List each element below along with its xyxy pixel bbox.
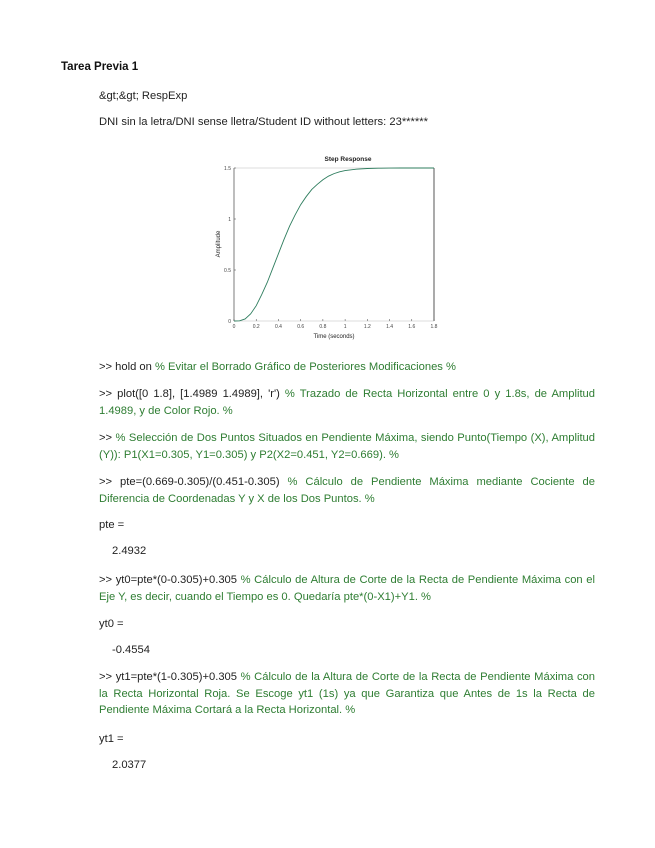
x-tick-label: 1.2 xyxy=(363,324,371,330)
chart-title: Step Response xyxy=(324,156,372,163)
yt1-label: yt1 = xyxy=(99,733,124,745)
comment: % Evitar el Borrado Gráfico de Posteriores Modificaciones % xyxy=(155,361,456,373)
step-response-chart xyxy=(212,152,444,342)
comment: % Trazado de Recta Horizontal entre 0 y 1.8s, de Amplitud 1.4989, y de Color Rojo. % xyxy=(99,388,595,417)
code: >> yt0=pte*(0-0.305)+0.305 xyxy=(99,574,241,586)
yt0-label: yt0 = xyxy=(99,618,124,630)
x-axis-label: Time (seconds) xyxy=(313,334,355,340)
x-tick-label: 0.8 xyxy=(319,324,327,330)
command-respexp: &gt;&gt; RespExp xyxy=(99,90,188,102)
comment: % Cálculo de Altura de Corte de la Recta de Pendiente Máxima con el Eje Y, es decir, cuando el Tiempo es 0. Quedaría pte*(0-X1)+Y1. % xyxy=(99,574,595,603)
comment: % Selección de Dos Puntos Situados en Pendiente Máxima, siendo Punto(Tiempo (X), Amplitud (Y)): P1(X1=0.305, Y1=0.305) y P2(X2=0.451, Y2=0.669). % xyxy=(99,432,595,461)
comment: % Cálculo de la Altura de Corte de la Recta de Pendiente Máxima con la Recta Horizontal Roja. Se Escoge yt1 (1s) ya que Garantiza que Antes de 1s la Recta de Pendiente Máxima Cortará a la Recta Horizontal. % xyxy=(99,671,595,716)
command-hold xyxy=(99,359,595,376)
response-curve xyxy=(234,168,434,321)
code: >> hold on xyxy=(99,361,155,373)
command-pte xyxy=(99,474,595,507)
x-tick-label: 0 xyxy=(232,324,236,330)
plot-frame xyxy=(234,168,434,321)
pte-label: pte = xyxy=(99,519,125,531)
x-tick-label: 0.6 xyxy=(297,324,305,330)
code: >> pte=(0.669-0.305)/(0.451-0.305) xyxy=(99,476,288,488)
command-point-selection xyxy=(99,430,595,463)
x-tick-label: 1.4 xyxy=(386,324,394,330)
section-heading: Tarea Previa 1 xyxy=(61,61,139,73)
pte-value: 2.4932 xyxy=(112,545,147,557)
command-plot xyxy=(99,386,595,419)
code: >> yt1=pte*(1-0.305)+0.305 xyxy=(99,671,241,683)
command-yt0 xyxy=(99,572,595,605)
x-tick-label: 1.6 xyxy=(408,324,416,330)
x-tick-label: 1.8 xyxy=(430,324,438,330)
code: >> plot([0 1.8], [1.4989 1.4989], 'r') xyxy=(99,388,285,400)
command-yt1 xyxy=(99,669,595,719)
comment: % Cálculo de Pendiente Máxima mediante Cociente de Diferencia de Coordenadas Y y X de los Dos Puntos. % xyxy=(99,476,595,505)
x-tick-label: 0.2 xyxy=(252,324,260,330)
yt0-value: -0.4554 xyxy=(112,644,150,656)
step-response-figure xyxy=(212,152,444,342)
code: >> xyxy=(99,432,116,444)
x-tick-label: 0.4 xyxy=(274,324,282,330)
y-tick-label: 0.5 xyxy=(224,267,231,274)
y-tick-label: 1 xyxy=(228,216,231,223)
y-tick-label: 0 xyxy=(228,318,231,325)
y-tick-label: 1.5 xyxy=(224,165,231,172)
student-id-line: DNI sin la letra/DNI sense lletra/Student ID without letters: 23****** xyxy=(99,116,428,128)
yt1-value: 2.0377 xyxy=(112,759,147,771)
x-tick-label: 1 xyxy=(343,324,347,330)
y-axis-label: Amplitude xyxy=(216,230,222,258)
